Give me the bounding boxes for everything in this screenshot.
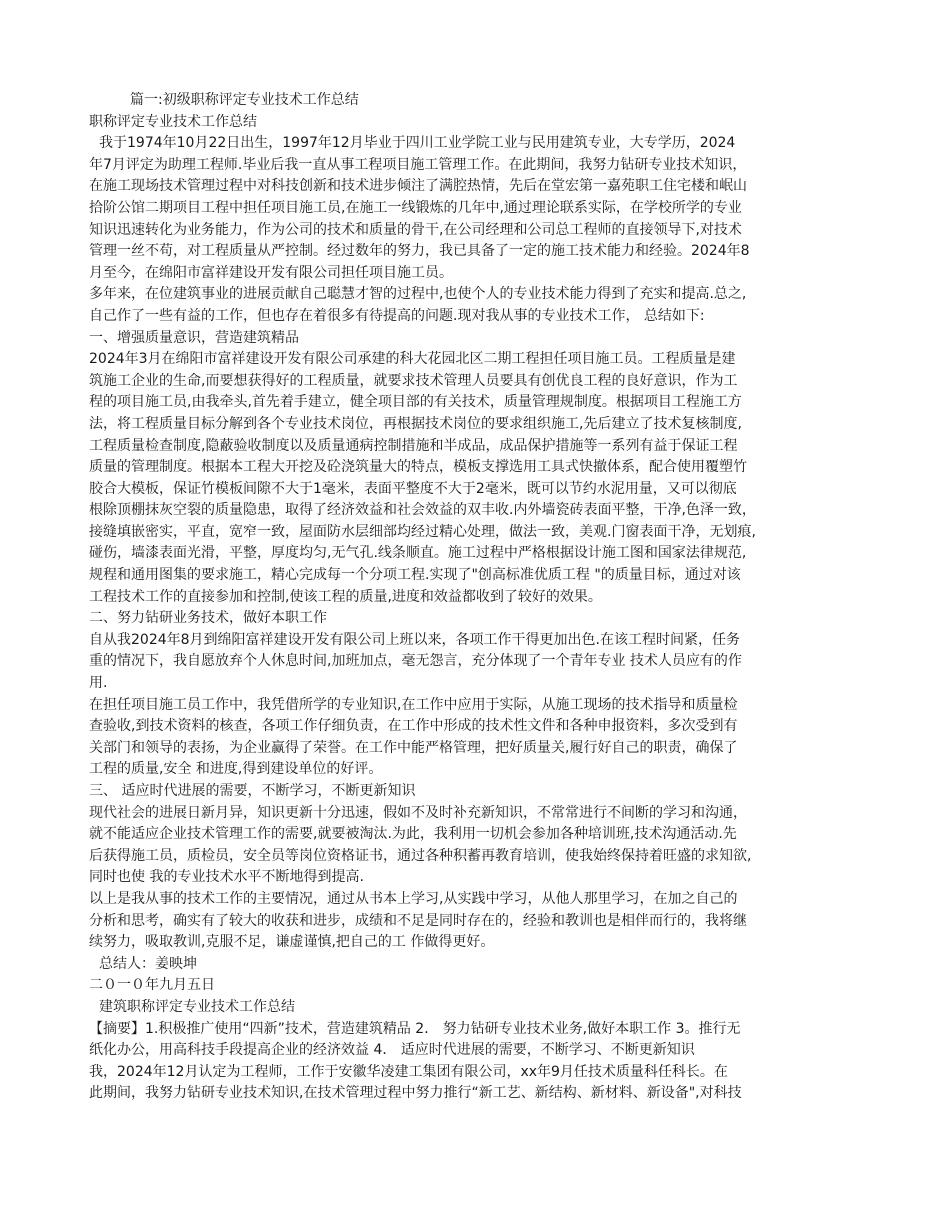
paragraph-line: 工程质量检查制度,隐蔽验收制度以及质量通病控制措施和半成品，成品保护措施等一系列有益于保证工程	[89, 437, 738, 454]
paragraph-line: 拾阶公馆二期项目工程中担任项目施工员,在施工一线锻炼的几年中,通过理论联系实际，在学校所学的专业	[89, 199, 742, 216]
paragraph-line: 法，将工程质量目标分解到各个专业技术岗位，再根据技术岗位的要求组织施工,先后建立了技术复核制度,	[89, 415, 742, 432]
paragraph-line: 碰伤，墙漆表面光滑，平整，厚度均匀,无气孔.线条顺直。施工过程中严格根据设计施工图和国家法律规范,	[89, 545, 747, 562]
document-title: 职称评定专业技术工作总结	[89, 113, 257, 130]
paragraph-line: 在担任项目施工员工作中，我凭借所学的专业知识,在工作中应用于实际，从施工现场的技术指导和质量检	[89, 696, 738, 713]
paragraph-line: 自从我2024年8月到绵阳富祥建设开发有限公司上班以来，各项工作干得更加出色.在该工程时间紧，任务	[89, 631, 740, 648]
paragraph-line: 查验收,到技术资料的核查，各项工作仔细负责，在工作中形成的技术性文件和各种申报资料，多次受到有	[89, 718, 738, 735]
paragraph-line: 年7月评定为助理工程师.毕业后我一直从事工程项目施工管理工作。在此期间，我努力钻研专业技术知识，	[89, 156, 747, 173]
paragraph-line: 此期间，我努力钻研专业技术知识,在技术管理过程中努力推行“新工艺、新结构、新材料、新设备",对科技	[89, 1085, 742, 1102]
paragraph-line: 同时也使 我的专业技术水平不断地得到提高.	[89, 869, 364, 886]
paragraph-line: 月至今，在绵阳市富祥建设开发有限公司担任项目施工员。	[89, 264, 453, 281]
paragraph-line: 重的情况下，我自愿放弃个人休息时间,加班加点，毫无怨言，充分体现了一个青年专业 技术人员应有的作	[89, 653, 742, 670]
section-heading: 一、增强质量意识，营造建筑精品	[89, 329, 299, 346]
paragraph-line: 分析和思考，确实有了较大的收获和进步，成绩和不足是同时存在的，经验和教训也是相伴而行的，我将继	[89, 912, 747, 929]
paragraph-line: 2024年3月在绵阳市富祥建设开发有限公司承建的科大花园北区二期工程担任项目施工员。工程质量是建	[89, 351, 736, 368]
paragraph-line: 筑施工企业的生命,而要想获得好的工程质量，就要求技术管理人员要具有创优良工程的良好意识，作为工	[89, 372, 738, 389]
paragraph-line: 规程和通用图集的要求施工，精心完成每一个分项工程.实现了"创高标准优质工程 "的质量目标，通过对该	[89, 567, 741, 584]
paragraph-line: 根除顶棚抹灰空裂的质量隐患，取得了经济效益和社会效益的双丰收.内外墙瓷砖表面平整，干净,色泽一致，	[89, 502, 756, 519]
section-title: 篇一:初级职称评定专业技术工作总结	[130, 92, 359, 108]
paragraph-line: 用.	[89, 675, 108, 692]
paragraph-line: 就不能适应企业技术管理工作的需要,就要被淘汰.为此，我利用一切机会参加各种培训班,技术沟通活动.先	[89, 826, 737, 843]
date-line: 二０一０年九月五日	[89, 977, 215, 994]
paragraph-line: 续努力，吸取教训,克服不足，谦虚谨慎,把自己的工 作做得更好。	[89, 934, 495, 951]
paragraph-line: 质量的管理制度。根据本工程大开挖及砼浇筑量大的特点，模板支撑选用工具式快撤体系，配合使用覆塑竹	[89, 459, 747, 476]
paragraph-line: 我于1974年10月22日出生，1997年12月毕业于四川工业学院工业与民用建筑专业，大专学历，2024	[99, 135, 736, 152]
paragraph-line: 在施工现场技术管理过程中对科技创新和技术进步倾注了满腔热情，先后在堂宏第一嘉苑职工住宅楼和岷山	[89, 178, 747, 195]
paragraph-line: 多年来，在位建筑事业的进展贡献自己聪慧才智的过程中,也使个人的专业技术能力得到了充实和提高.总之,	[89, 286, 747, 303]
paragraph-line: 知识迅速转化为业务能力，作为公司的技术和质量的骨干,在公司经理和公司总工程师的直接领导下,对技术	[89, 221, 742, 238]
abstract-line: 纸化办公，用高科技手段提高企业的经济效益 4． 适应时代进展的需要，不断学习、不断更新知识	[89, 1042, 695, 1059]
paragraph-line: 工程技术工作的直接参加和控制,使该工程的质量,进度和效益都收到了较好的效果。	[89, 588, 602, 605]
section-title: 建筑职称评定专业技术工作总结	[99, 998, 295, 1015]
section-heading: 二、努力钻研业务技术，做好本职工作	[89, 610, 327, 627]
paragraph-line: 接缝填嵌密实，平直，宽窄一致，屋面防水层细部均经过精心处理，做法一致，美观.门窗表面干净，无划痕,	[89, 523, 756, 540]
signature-line: 总结人：姜映坤	[99, 955, 197, 972]
document-body	[89, 90, 869, 1105]
paragraph-line: 后获得施工员，质检员，安全员等岗位资格证书，通过各种积蓄再教育培训，使我始终保持着旺盛的求知欲,	[89, 847, 752, 864]
paragraph-line: 管理一丝不苟，对工程质量从严控制。经过数年的努力，我已具备了一定的施工技术能力和经验。2024年8	[89, 243, 750, 260]
paragraph-line: 我，2024年12月认定为工程师，工作于安徽华凌建工集团有限公司，xx年9月任技术质量科任科长。在	[89, 1063, 728, 1080]
section-heading: 三、 适应时代进展的需要，不断学习，不断更新知识	[89, 783, 416, 799]
paragraph-line: 工程的质量,安全 和进度,得到建设单位的好评。	[89, 761, 383, 778]
paragraph-line: 自己作了一些有益的工作，但也存在着很多有待提高的问题.现对我从事的专业技术工作， 总结如下:	[89, 307, 705, 324]
paragraph-line: 关部门和领导的表扬，为企业赢得了荣誉。在工作中能严格管理，把好质量关,履行好自己的职责，确保了	[89, 739, 738, 756]
paragraph-line: 程的项目施工员,由我牵头,首先着手建立，健全项目部的有关技术，质量管理规制度。根据项目工程施工方	[89, 394, 742, 411]
abstract-line: 【摘要】1.积极推广使用“四新”技术，营造建筑精品 2． 努力钻研专业技术业务,做好本职工作 3。推行无	[89, 1020, 741, 1037]
paragraph-line: 现代社会的进展日新月异，知识更新十分迅速，假如不及时补充新知识，不常常进行不间断的学习和沟通，	[89, 804, 747, 821]
paragraph-line: 胶合大模板，保证竹模板间隙不大于1毫米，表面平整度不大于2毫米，既可以节约水泥用量，又可以彻底	[89, 480, 737, 497]
paragraph-line: 以上是我从事的技术工作的主要情况，通过从书本上学习,从实践中学习，从他人那里学习，在加之自己的	[89, 890, 738, 907]
